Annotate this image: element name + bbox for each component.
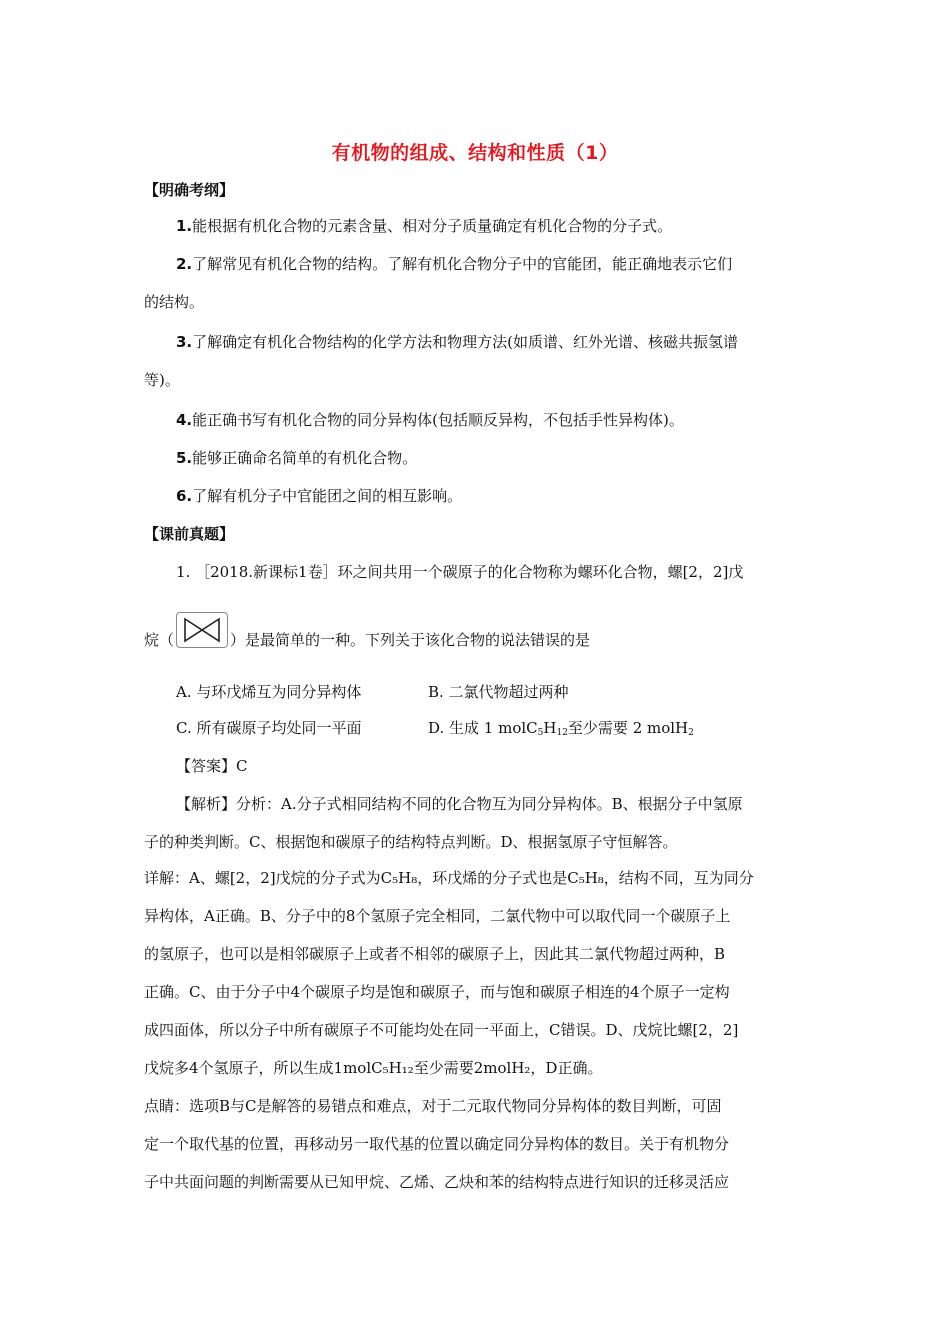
outline-item-5: 5.能够正确命名简单的有机化合物。 xyxy=(176,449,418,467)
analysis-line-2: 子的种类判断。C、根据饱和碳原子的结构特点判断。D、根据氢原子守恒解答。 xyxy=(144,833,678,851)
answer: 【答案】C xyxy=(176,757,248,775)
real-questions-header: 【课前真题】 xyxy=(144,525,235,543)
outline-item-2-cont: 的结构。 xyxy=(144,293,205,311)
detail-line-5: 成四面体，所以分子中所有碳原子不可能均处在同一平面上，C错误。D、戊烷比螺[2，2] xyxy=(144,1021,739,1039)
question-stem: 1. ［2018.新课标1卷］环之间共用一个碳原子的化合物称为螺环化合物，螺[2，2]戊 xyxy=(176,563,744,581)
note-line-1: 点睛：选项B与C是解答的易错点和难点，对于二元取代物同分异构体的数目判断，可固 xyxy=(144,1097,722,1115)
option-b: B. 二氯代物超过两种 xyxy=(428,683,569,701)
outline-header: 【明确考纲】 xyxy=(144,181,235,199)
detail-line-1: 详解：A、螺[2，2]戊烷的分子式为C₅H₈，环戊烯的分子式也是C₅H₈，结构不同，互为同分 xyxy=(144,869,754,887)
page-title: 有机物的组成、结构和性质（1） xyxy=(331,142,619,164)
option-d: D. 生成 1 $molC_5H_{12}$至少需要 2 molH$_2$ xyxy=(428,719,694,738)
outline-item-1: 1.能根据有机化合物的元素含量、相对分子质量确定有机化合物的分子式。 xyxy=(176,217,673,235)
detail-line-6: 戊烷多4个氢原子，所以生成1molC₅H₁₂至少需要2molH₂，D正确。 xyxy=(144,1059,603,1077)
outline-item-4: 4.能正确书写有机化合物的同分异构体(包括顺反异构，不包括手性异构体)。 xyxy=(176,411,684,429)
detail-line-3: 的氢原子，也可以是相邻碳原子上或者不相邻的碳原子上，因此其二氯代物超过两种，B xyxy=(144,945,726,963)
detail-line-2: 异构体，A正确。B、分子中的8个氢原子完全相同，二氯代物中可以取代同一个碳原子上 xyxy=(144,907,731,925)
outline-item-6: 6.了解有机分子中官能团之间的相互影响。 xyxy=(176,487,463,505)
spiropentane-structure-image xyxy=(176,612,228,648)
question-stem-post: ）是最简单的一种。下列关于该化合物的说法错误的是 xyxy=(230,631,591,649)
option-c: C. 所有碳原子均处同一平面 xyxy=(176,719,362,737)
note-line-2: 定一个取代基的位置，再移动另一取代基的位置以确定同分异构体的数目。关于有机物分 xyxy=(144,1135,730,1153)
outline-item-3: 3.了解确定有机化合物结构的化学方法和物理方法(如质谱、红外光谱、核磁共振氢谱 xyxy=(176,333,738,351)
note-line-3: 子中共面问题的判断需要从已知甲烷、乙烯、乙炔和苯的结构特点进行知识的迁移灵活应 xyxy=(144,1173,730,1191)
outline-item-2: 2.了解常见有机化合物的结构。了解有机化合物分子中的官能团，能正确地表示它们 xyxy=(176,255,733,273)
question-stem-pre: 烷（ xyxy=(144,631,175,649)
outline-item-3-cont: 等)。 xyxy=(144,371,180,389)
option-a: A. 与环戊烯互为同分异构体 xyxy=(176,683,362,701)
analysis-line-1: 【解析】分析：A.分子式相同结构不同的化合物互为同分异构体。B、根据分子中氢原 xyxy=(176,795,743,813)
detail-line-4: 正确。C、由于分子中4个碳原子均是饱和碳原子，而与饱和碳原子相连的4个原子一定构 xyxy=(144,983,730,1001)
